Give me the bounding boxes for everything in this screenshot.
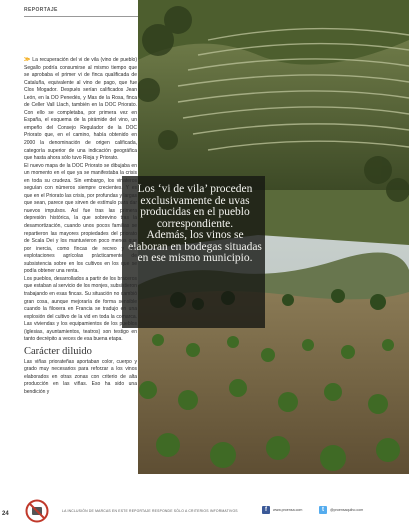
section-divider	[24, 16, 140, 17]
article-paragraph-1: ≫ La recuperación del vi de vila (vino de pueblo) Segallo podría consumirse al mismo tiempo que se aprobaba el primer vi de finca qualificada de Cataluña, equivalente al vino de pago, que fue Clos Mogador. Después serían calificados Jean León, en la DO Penedès, y Mas de la Rosa, finca de Celler Vall Llach, también en la DOC Priorato. Con ello se completaba, por primera vez en España, el esquema de la pirámide del vino, un empeño del Consejo Regulador de la DOC Priorato que, en el camino, había obtenido en 2000 la denominación de origen calificada, categoría superior de una indicación geográfica que hasta ahora sólo tuvo Rioja y Priorato.	[24, 57, 137, 162]
twitter-link[interactable]: @proensaquiho.com	[330, 508, 364, 512]
page-footer	[0, 497, 409, 524]
pull-quote	[122, 176, 265, 328]
double-arrow-icon: ≫	[24, 57, 33, 63]
article-subhead: Carácter diluido	[24, 345, 92, 357]
article-paragraph-4: Las viñas priorateñas aportaban color, cuerpo y grado muy necesarios para reforzar a los vinos elaborados en otras zonas con criterio de alta producción en las viñas. Eso ha sido una bendición y	[24, 358, 137, 395]
twitter-icon[interactable]: t	[319, 506, 327, 514]
page-number: 24	[2, 511, 9, 517]
article-paragraph-3: Los pueblos, desarrollados a partir de los braceros que estaban al servicio de los monjes, subsistieron trabajando en esas fincas. Su situación no cambió gran cosa, aunque mejoraría de forma sensible cuando la filoxera en Francia se tradujo en una explosión del cultivo de la vid en toda la comarca. Las viviendas y los equipamientos de los pueblos (iglesias, ayuntamientos, teatros) son testigo en tanto decrépito a veces de esa buena etapa.	[24, 275, 137, 343]
article-paragraph-2: El nuevo mapa de la DOC Priorato se dibujaba en un momento en el que ya se manifestaba la crisis en toda su crudeza. Sin embargo, los vinateros seguían con números siempre crecientes. Y es que en el Priorato las crisis, por profundas y largas que sean, parece que sirven de estímulo para dar nuevos impulsos. Así fue tras las primera depresión histórica, la que sobrevino tras la desamortización, cuando unos pocos familias se repartieron las mayores propiedades del priorato de Scala Dei y los mantuvieron poco menos que por inercia, como fincas de recreo y con explotaciones agrícolas prácticamente de subsistencia sobre en los cultivos en los que se podía obtener una renta.	[24, 162, 137, 275]
pull-quote-secondary: Además, los vinos se elaboran en bodegas situadas en ese mismo municipio.	[128, 229, 262, 264]
footer-disclaimer: LA INCLUSIÓN DE MARCAS EN ESTE REPORTAJE RESPONDE SÓLO A CRITERIOS INFORMATIVOS	[62, 509, 238, 513]
pull-quote-main: Los ‘vi de vila’ proceden exclusivamente de uvas producidas en el pueblo correspondiente.	[137, 183, 253, 230]
article-column	[24, 57, 137, 397]
no-alcohol-minors-logo-icon	[25, 499, 49, 523]
section-label: REPORTAJE	[24, 7, 58, 13]
facebook-icon[interactable]: f	[262, 506, 270, 514]
facebook-link[interactable]: www.proensa.com	[273, 508, 303, 512]
